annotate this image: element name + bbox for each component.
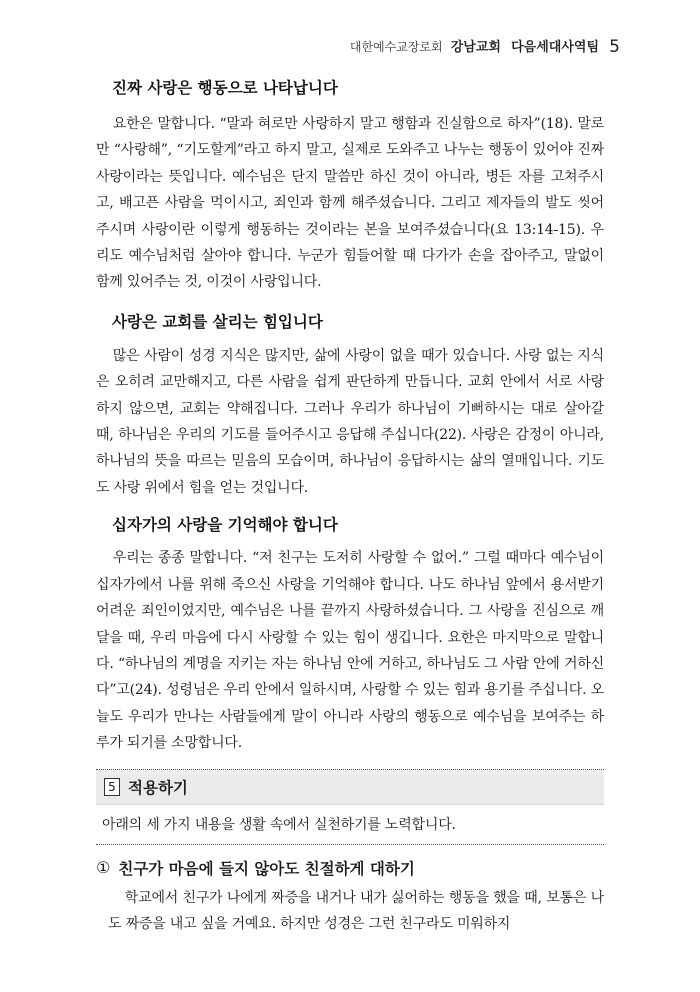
apply-item-paragraph: 학교에서 친구가 나에게 짜증을 내거나 내가 싫어하는 행동을 했을 때, 보통은 나도 짜증을 내고 싶을 거예요. 하지만 성경은 그런 친구라도 미워하지 xyxy=(108,889,604,932)
section-heading: 십자가의 사랑을 기억해야 합니다 xyxy=(112,516,338,535)
section-heading: 사랑은 교회를 살리는 힘입니다 xyxy=(112,312,323,331)
circled-number: ① xyxy=(96,858,111,878)
page-header xyxy=(350,36,620,57)
page-content xyxy=(96,70,604,937)
apply-description: 아래의 세 가지 내용을 생활 속에서 실천하기를 노력합니다. xyxy=(96,805,604,845)
apply-number-badge: 5 xyxy=(104,778,120,796)
apply-item-heading xyxy=(96,857,604,879)
section-paragraph: 많은 사람이 성경 지식은 많지만, 삶에 사랑이 없을 때가 있습니다. 사랑 없는 지식은 오히려 교만해지고, 다른 사람을 쉽게 판단하게 만듭니다. 교회 안에서 서로 사랑하지 않으면, 교회는 약해집니다. 그러나 우리가 하나님이 기뻐하시는 대로 살아갈 때, 하나님은 우리의 기도를 들어주시고 응답해 주십니다(22). 사랑은 감정이 아니라, 하나님의 뜻을 따르는 믿음의 모습이며, 하나님이 응답하시는 삶의 열매입니다. 기도도 사랑 위에서 힘을 얻는 것입니다. xyxy=(96,347,604,496)
page-number: 5 xyxy=(609,37,620,57)
header-church: 강남교회 xyxy=(450,40,501,55)
section-paragraph: 요한은 말합니다. “말과 혀로만 사랑하지 말고 행함과 진실함으로 하자”(18). 말로만 “사랑해”, “기도할게”라고 하지 말고, 실제로 도와주고 나누는 행동이 있어야 진짜 사랑이라는 뜻입니다. 예수님은 단지 말씀만 하신 것이 아니라, 병든 자를 고쳐주시고, 배고픈 사람을 먹이시고, 죄인과 함께 해주셨습니다. 그리고 제자들의 발도 씻어주시며 사랑이란 이렇게 행동하는 것이라는 본을 보여주셨습니다(요 13:14-15). 우리도 예수님처럼 살아야 합니다. 누군가 힘들어할 때 다가가 손을 잡아주고, 말없이 함께 있어주는 것, 이것이 사랑입니다. xyxy=(96,116,604,291)
apply-header xyxy=(96,770,604,805)
section-heading: 진짜 사랑은 행동으로 나타납니다 xyxy=(112,79,338,97)
apply-title: 적용하기 xyxy=(128,778,188,797)
section-paragraph: 우리는 종종 말합니다. “저 친구는 도저히 사랑할 수 없어.” 그럴 때마다 예수님이 십자가에서 나를 위해 죽으신 사랑을 기억해야 합니다. 나도 하나님 앞에서 용서받기 어려운 죄인이었지만, 예수님은 나를 끝까지 사랑하셨습니다. 그 사랑을 진심으로 깨달을 때, 우리 마음에 다시 사랑할 수 있는 힘이 생깁니다. 요한은 마지막으로 말합니다. “하나님의 계명을 지키는 자는 하나님 안에 거하고, 하나님도 그 사람 안에 거하신다”고(24). 성령님은 우리 안에서 일하시며, 사랑할 수 있는 힘과 용기를 주십니다. 오늘도 우리가 만나는 사람들에게 말이 아니라 사랑의 행동으로 예수님을 보여주는 하루가 되기를 소망합니다. xyxy=(96,550,604,752)
header-org: 대한예수교장로회 xyxy=(349,40,443,54)
header-team: 다음세대사역팀 xyxy=(511,40,600,55)
apply-item-title: 친구가 마음에 들지 않아도 친절하게 대하기 xyxy=(118,859,415,878)
apply-section xyxy=(96,769,604,845)
